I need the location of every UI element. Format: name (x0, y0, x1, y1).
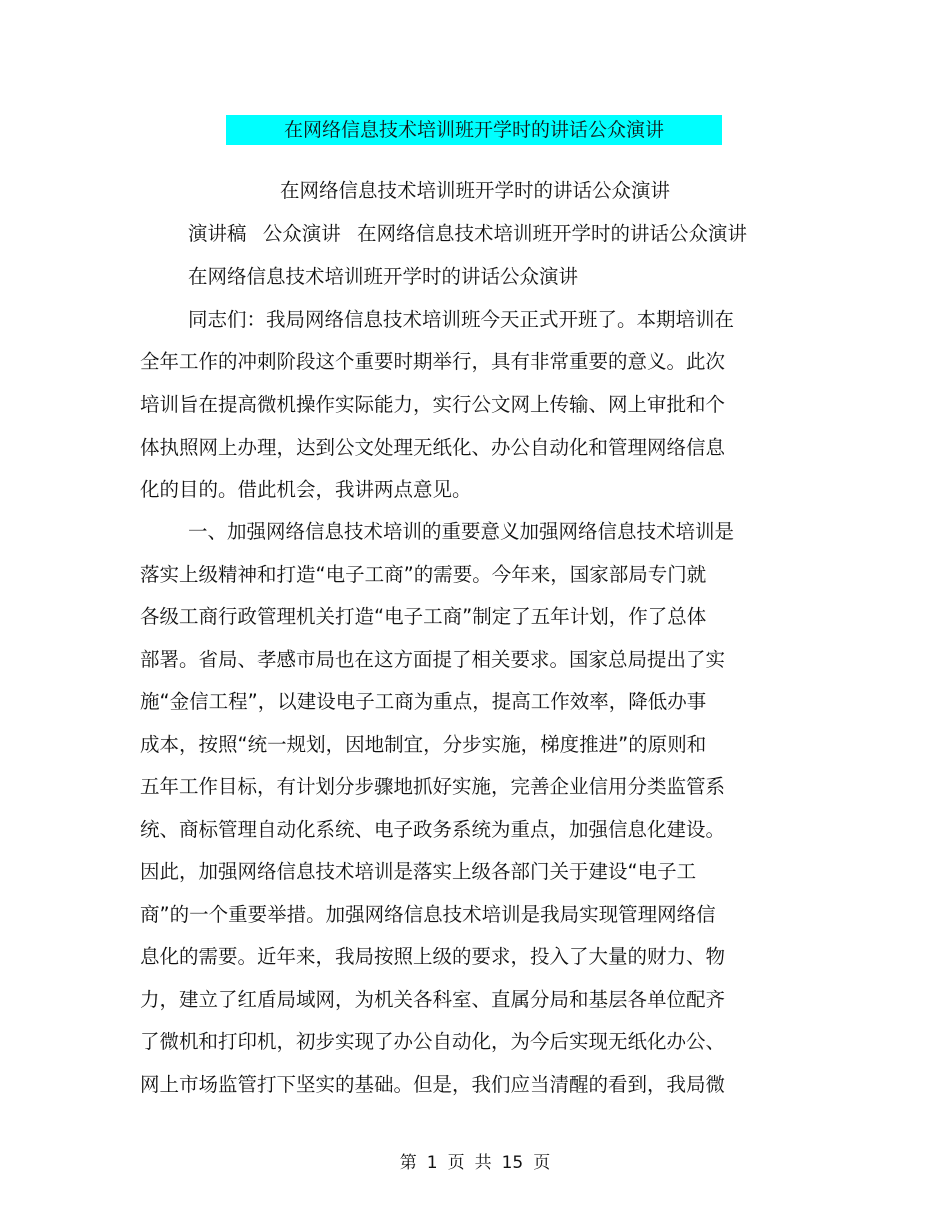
document-subtitle: 在网络信息技术培训班开学时的讲话公众演讲 (279, 179, 670, 202)
paragraph-line: 网上市场监管打下坚实的基础。但是，我们应当清醒的看到，我局微 (140, 1073, 726, 1096)
tag-title: 在网络信息技术培训班开学时的讲话公众演讲 (356, 222, 747, 245)
paragraph-line: 施“金信工程”，以建设电子工商为重点，提高工作效率，降低办事 (140, 690, 707, 713)
paragraph-line: 因此，加强网络信息技术培训是落实上级各部门关于建设“电子工 (140, 860, 697, 883)
tag-speech-draft: 演讲稿 (188, 222, 247, 245)
paragraph-line: 了微机和打印机，初步实现了办公自动化，为今后实现无纸化办公、 (140, 1030, 726, 1053)
paragraph-line: 落实上级精神和打造“电子工商”的需要。今年来，国家部局专门就 (140, 563, 707, 586)
paragraph-line: 五年工作目标，有计划分步骤地抓好实施，完善企业信用分类监管系 (140, 775, 726, 798)
paragraph-line: 商”的一个重要举措。加强网络信息技术培训是我局实现管理网络信 (140, 903, 716, 926)
paragraph-line: 培训旨在提高微机操作实际能力，实行公文网上传输、网上审批和个 (140, 393, 726, 416)
paragraph-line: 各级工商行政管理机关打造“电子工商”制定了五年计划，作了总体 (140, 605, 707, 628)
footer-page-number: 1 (426, 1153, 438, 1173)
title-highlight (226, 115, 722, 145)
paragraph-line: 部署。省局、孝感市局也在这方面提了相关要求。国家总局提出了实 (140, 648, 726, 671)
footer-page-mid: 页 (447, 1153, 465, 1173)
paragraph-line: 力，建立了红盾局域网，为机关各科室、直属分局和基层各单位配齐 (140, 988, 726, 1011)
paragraph-line: 统、商标管理自动化系统、电子政务系统为重点，加强信息化建设。 (140, 818, 726, 841)
tag-line (188, 221, 778, 247)
paragraph-line: 体执照网上办理，达到公文处理无纸化、办公自动化和管理网络信息 (140, 436, 726, 459)
footer-total-pages: 15 (501, 1153, 524, 1173)
page-footer (0, 1152, 950, 1174)
paragraph-line: 一、加强网络信息技术培训的重要意义加强网络信息技术培训是 (188, 520, 735, 543)
paragraph-line: 同志们：我局网络信息技术培训班今天正式开班了。本期培训在 (188, 308, 735, 331)
document-title: 在网络信息技术培训班开学时的讲话公众演讲 (283, 119, 664, 141)
tag-public-speech: 公众演讲 (262, 222, 341, 245)
footer-page-suffix: 页 (533, 1153, 551, 1173)
paragraph-line: 成本，按照“统一规划，因地制宜，分步实施，梯度推进”的原则和 (140, 733, 707, 756)
paragraph-line: 化的目的。借此机会，我讲两点意见。 (140, 478, 472, 501)
footer-page-prefix: 第 (399, 1153, 417, 1173)
paragraph-line: 全年工作的冲刺阶段这个重要时期举行，具有非常重要的意义。此次 (140, 350, 726, 373)
heading-repeat: 在网络信息技术培训班开学时的讲话公众演讲 (188, 265, 579, 288)
paragraph-line: 息化的需要。近年来，我局按照上级的要求，投入了大量的财力、物 (140, 945, 726, 968)
footer-total-prefix: 共 (474, 1153, 492, 1173)
